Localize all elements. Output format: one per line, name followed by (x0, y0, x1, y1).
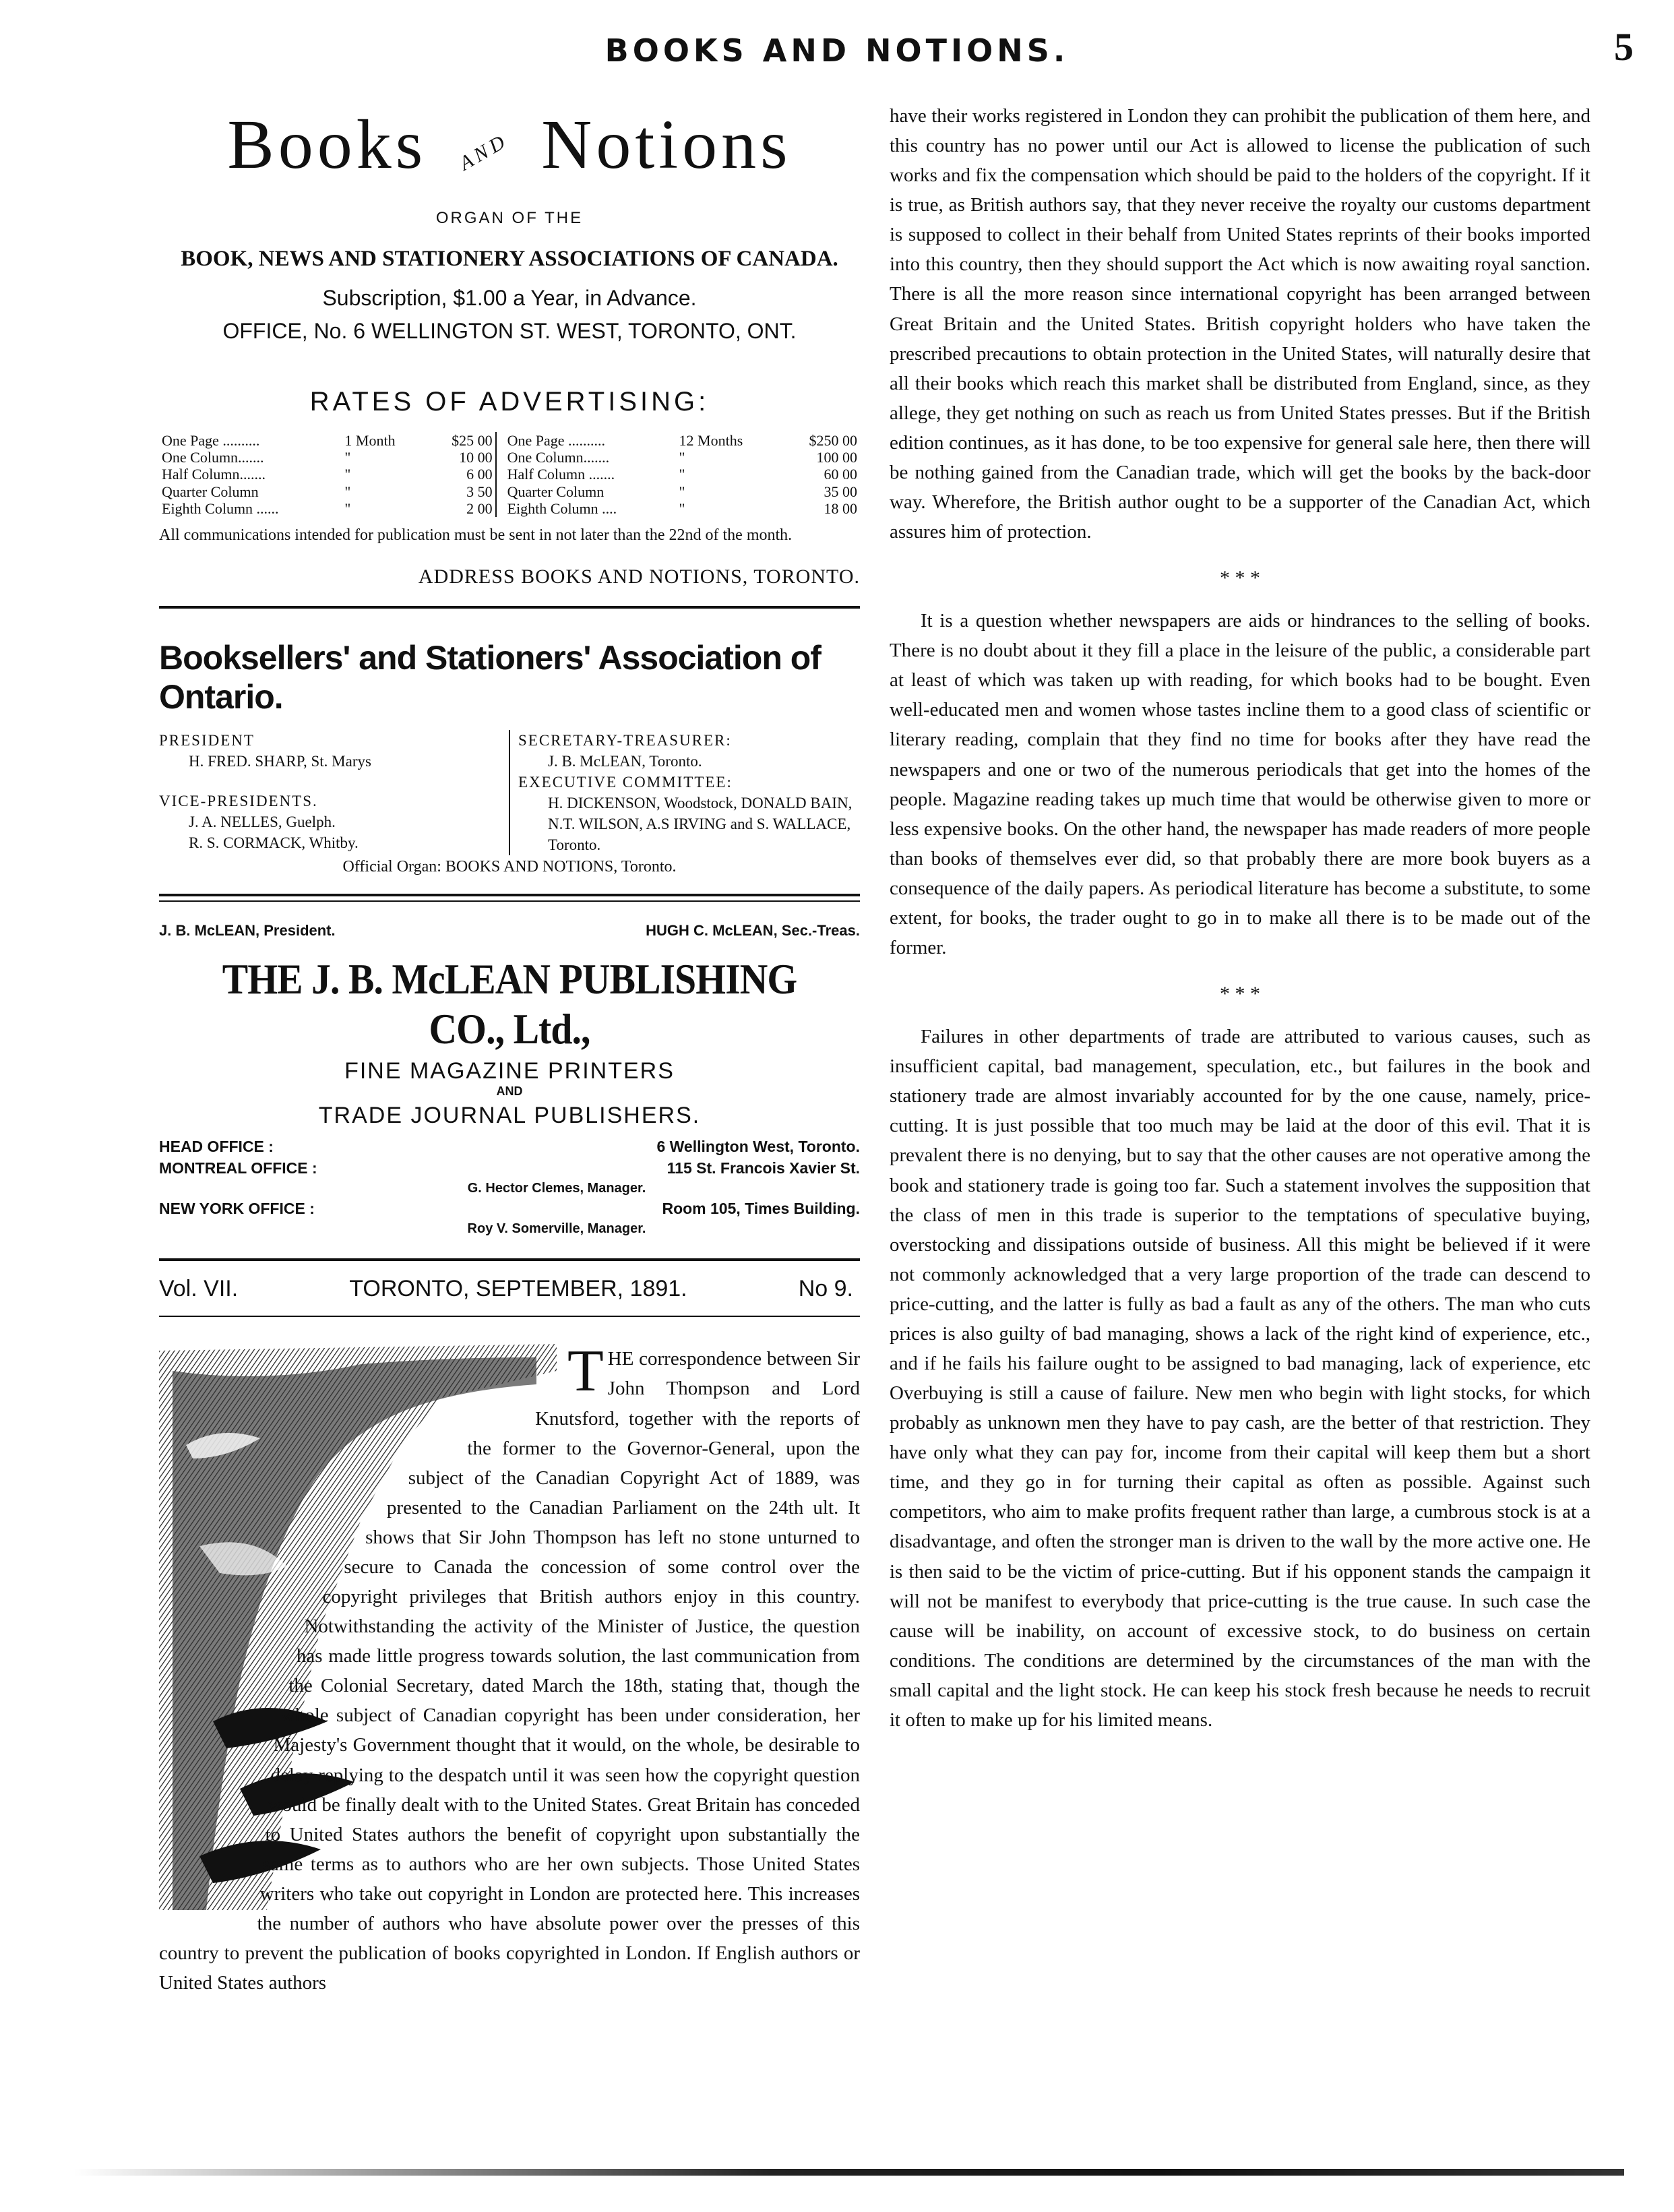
official-organ: Official Organ: BOOKS AND NOTIONS, Toronto. (342, 857, 677, 875)
rates-separator (496, 500, 505, 517)
publisher-line-one: FINE MAGAZINE PRINTERS (344, 1057, 675, 1084)
officers-block (159, 730, 860, 855)
vp-one: J. A. NELLES, Guelph. (189, 813, 336, 830)
issue-date: TORONTO, SEPTEMBER, 1891. (349, 1276, 687, 1302)
publisher-and: AND (496, 1084, 523, 1098)
article-paragraph-1-continued: have their works registered in London they can prohibit the publication of them here, and this country has no power until our Act is allowed to license the publication of such works and fix the compensation which should be paid to the holders of the copyright. If it is true, as British authors say, that they never receive the royalty our customs department is supposed to collect in their behalf from United States reprints of their books imported into this country, then they should support the Act which is now awaiting royal sanction. There is all the more reason since international copyright has been arranged between Great Britain and the United States. British copyright holders who have taken the prescribed precautions to obtain protection in the United States, will naturally desire that all their books which reach this market shall be distributed from England, since, as they allege, they get nothing on such as reach us from United States presses. But if the British edition continues, as it has done, to be too expensive for general sale here, then there will be nothing gained from the Canadian trade, which will get the books by the back-door way. Wherefore, the British author ought to be a supporter of the Canadian Act, which assures him of protection. (890, 105, 1590, 543)
issue-line (159, 1276, 860, 1302)
address-line: ADDRESS BOOKS AND NOTIONS, TORONTO. (418, 565, 860, 588)
executive-names: H. DICKENSON, Woodstock, DONALD BAIN, N.T. WILSON, A.S IRVING and S. WALLACE, Toronto. (548, 794, 852, 853)
section-divider (159, 894, 860, 896)
office-label: NEW YORK OFFICE : (159, 1200, 315, 1218)
rate-item: Quarter Column (507, 483, 604, 500)
rate-item: One Page .......... (507, 431, 606, 449)
left-column (159, 101, 860, 1998)
rates-separator (496, 449, 505, 466)
running-title: BOOKS AND NOTIONS. (604, 32, 1070, 69)
article-paragraph-3: Failures in other departments of trade are attributed to various causes, such as insufficient capital, bad management, speculation, etc., but failures in the book and stationery trade are almost invariably accounted for by the one cause, namely, price-cutting. It is just possible that too much may be laid at the door of this evil. That it is prevalent there is no denying, but to say that the other causes are not operative among the book and stationery trade is going too far. Such a statement involves the supposition that the class of men in this trade is superior to the temptations of speculative buying, overstocking and dissipations outside of business. All this might be believed if it were not commonly acknowledged that a very large proportion of the trade can descend to price-cutting, and the latter is fully as bad a fault as any of the others. The man who cuts prices is also guilty of bad managing, shows a lack of the right kind of experience, etc., and if he fails his failure ought to be assigned to bad managing, lack of experience, etc Overbuying is still a cause of failure. New men who begin with light stocks, for which probably as unknown men they have to pay cash, are the better of that restriction. They have only what they can pay for, income from their capital will keep them but a short time, and they go in for turning their capital as often as possible. Against such competitors, who aim to make profits frequent rather than large, a cumbrous stock is at a disadvantage, and often the stronger man is driven to the wall by the more active one. He is then said to be the victim of price-cutting. But if his opponent stands the campaign it will not be manifest to everybody that price-cutting is the true cause. In such case the cause will be inability, on account of excessive stock, to do business on certain conditions. The conditions are determined by the circumstances of the man with the small capital and the light stock. He can keep his stock fresh because he needs to recruit it often to make up for his limited means. (890, 1026, 1590, 1731)
office-label: HEAD OFFICE : (159, 1137, 274, 1155)
publisher-sec-treas: HUGH C. McLEAN, Sec.-Treas. (646, 921, 860, 939)
rates-row (159, 483, 860, 500)
rate-item: Eighth Column .... (507, 500, 617, 518)
section-stars: * * * (1220, 567, 1260, 590)
section-divider (159, 1258, 860, 1261)
publisher-name: THE J. B. McLEAN PUBLISHING CO., Ltd., (222, 954, 797, 1053)
office-manager: Roy V. Somerville, Manager. (467, 1221, 646, 1237)
section-divider (159, 1316, 860, 1317)
publisher-president: J. B. McLEAN, President. (159, 921, 336, 939)
rate-price: 100 00 (816, 449, 857, 466)
organ-of: ORGAN OF THE (435, 209, 584, 228)
section-divider-thin (159, 900, 860, 902)
associations-heading: BOOK, NEWS AND STATIONERY ASSOCIATIONS OF CANADA. (181, 247, 838, 272)
rate-period: " (344, 449, 351, 466)
article-paragraph-2: It is a question whether newspapers are aids or hindrances to the selling of books. There is no doubt about it they fill a place in the leisure of the public, a considerable part at least of which was taken up with reading, for which books had to be bought. Even well-educated men and women whose tastes incline them to a good class of scientific or literary reading, complain that they find no time for books after they have read the newspapers and one or two of the numerous periodicals that get into the homes of the people. Magazine reading takes up much time that would be otherwise given to more or less expensive books. On the other hand, the newspaper has made readers of more people than books of themselves ever did, so that probably there are more book buyers as a consequence of the daily papers. As periodical literature has become a substitute, to some extent, for books, the trader ought to go in to make all there is to be made out of the former. (890, 610, 1590, 959)
rate-price: 2 00 (466, 500, 493, 518)
rate-price: $25 00 (452, 431, 493, 449)
rate-item: Half Column ....... (507, 466, 615, 483)
rates-row (159, 449, 860, 466)
rates-row (159, 500, 860, 517)
and-ornament: AND (456, 129, 513, 175)
page-number: 5 (1614, 25, 1634, 69)
bottom-rule (74, 2169, 1624, 2176)
section-stars: * * * (1220, 983, 1260, 1006)
rate-price: 18 00 (824, 500, 857, 518)
office-label: MONTREAL OFFICE : (159, 1159, 317, 1177)
association-title: Booksellers' and Stationers' Association of Ontario. (159, 638, 821, 716)
rate-item: One Column....... (162, 449, 264, 466)
office-address: 6 Wellington West, Toronto. (656, 1137, 860, 1155)
rate-item: Half Column....... (162, 466, 266, 483)
rate-period: 1 Month (344, 431, 396, 449)
rates-row (159, 432, 860, 449)
publisher-officers (159, 922, 860, 940)
page-header (0, 20, 1674, 74)
section-divider (159, 606, 860, 609)
rate-item: Eighth Column ...... (162, 500, 279, 518)
rate-price: 60 00 (824, 466, 857, 483)
issue-number: No 9. (798, 1276, 853, 1302)
rates-row (159, 466, 860, 483)
rate-period: " (679, 483, 685, 500)
title-notions: Notions (541, 106, 792, 183)
president-name: H. FRED. SHARP, St. Marys (189, 752, 371, 770)
volume: Vol. VII. (159, 1276, 239, 1302)
lead-article (159, 1339, 860, 1998)
rates-note: All communications intended for publication must be sent in not later than the 22nd of the month. (159, 526, 793, 545)
rates-separator (496, 466, 505, 483)
rate-period: " (344, 483, 351, 500)
office-row (159, 1136, 860, 1157)
secretary-label: SECRETARY-TREASURER: (518, 731, 732, 749)
publisher-offices (159, 1136, 860, 1239)
rate-period: 12 Months (679, 431, 743, 449)
article-paragraph-1: HE correspondence between Sir John Thompson and Lord Knutsford, together with the reports of the former to the Governor-General, upon the subject of the Canadian Copyright Act of 1889, was presented to the Canadian Parliament on the 24th ult. It shows that Sir John Thompson has left no stone unturned to secure to Canada the concession of some control over the copyright privileges that British authors enjoy in this country. Notwithstanding the activity of the Minister of Justice, the question has made little progress towards solution, the last communication from the Colonial Secretary, dated March the 18th, stating that, though the whole subject of Canadian copyright has been under consideration, her Majesty's Government thought that it would, on the whole, be desirable to delay replying to the despatch until it was seen how the copyright question would be finally dealt with to the United States. Great Britain has conceded to United States authors the benefit of copyright upon substantially the same terms as to authors who are her own subjects. Those United States writers who take out copyright in London are protected here. This increases the number of authors who have absolute power over the presses of this country to prevent the publication of books copyrighted in London. If English authors or United States authors (159, 1348, 860, 1994)
rate-price: 3 50 (466, 483, 493, 500)
rates-table (159, 432, 860, 517)
right-column (890, 101, 1590, 1735)
rate-price: 6 00 (466, 466, 493, 483)
secretary-name: J. B. McLEAN, Toronto. (548, 752, 702, 770)
office-line: OFFICE, No. 6 WELLINGTON ST. WEST, TORONTO, ONT. (222, 318, 797, 343)
rate-item: Quarter Column (162, 483, 259, 500)
office-row (159, 1157, 860, 1179)
president-label: PRESIDENT (159, 731, 255, 749)
vp-label: VICE-PRESIDENTS. (159, 792, 318, 809)
officers-right (509, 730, 860, 855)
vp-two: R. S. CORMACK, Whitby. (189, 834, 359, 851)
rate-period: " (679, 449, 685, 466)
rate-period: " (679, 466, 685, 483)
rates-separator (496, 432, 505, 449)
office-address: Room 105, Times Building. (662, 1200, 860, 1218)
rates-heading: RATES OF ADVERTISING: (309, 386, 710, 417)
publisher-line-two: TRADE JOURNAL PUBLISHERS. (318, 1102, 701, 1128)
subscription-line: Subscription, $1.00 a Year, in Advance. (322, 285, 697, 310)
officers-left (159, 730, 509, 855)
executive-label: EXECUTIVE COMMITTEE: (518, 773, 733, 791)
office-address: 115 St. Francois Xavier St. (666, 1159, 860, 1177)
office-row (159, 1198, 860, 1219)
rate-price: 35 00 (824, 483, 857, 500)
rate-item: One Page .......... (162, 431, 260, 449)
masthead-title (159, 106, 860, 183)
rate-price: 10 00 (459, 449, 493, 466)
rate-period: " (344, 466, 351, 483)
title-books: Books (227, 106, 427, 183)
rate-period: " (679, 500, 685, 518)
drop-cap: T (567, 1339, 604, 1405)
rate-period: " (344, 500, 351, 518)
rate-price: $250 00 (809, 431, 857, 449)
office-manager: G. Hector Clemes, Manager. (467, 1181, 646, 1196)
rates-separator (496, 483, 505, 500)
rate-item: One Column....... (507, 449, 610, 466)
